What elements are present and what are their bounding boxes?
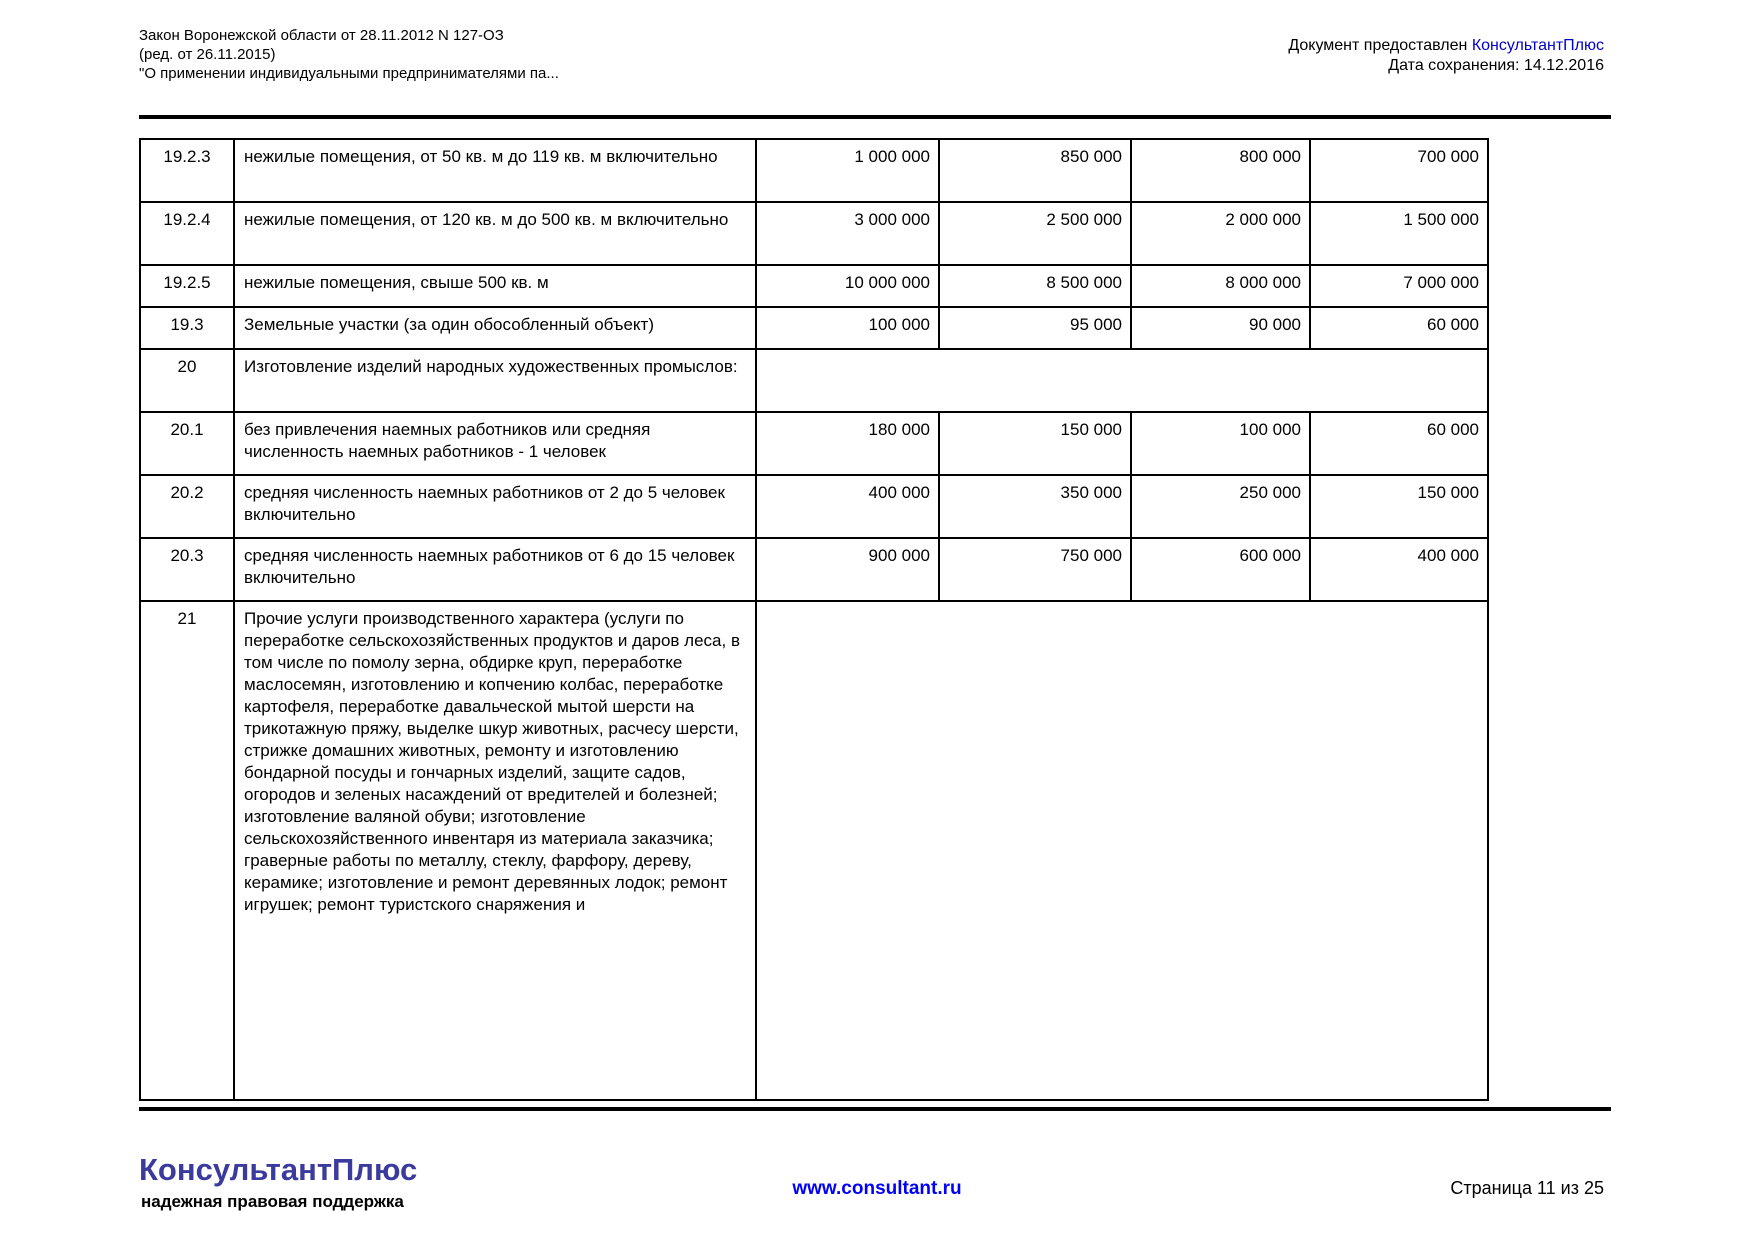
row-value-cell: 800 000 (1131, 139, 1310, 202)
row-value-cell: 100 000 (1131, 412, 1310, 475)
logo-tagline: надежная правовая поддержка (141, 1192, 404, 1211)
row-value-cell: 180 000 (756, 412, 939, 475)
row-value-cell: 7 000 000 (1310, 265, 1488, 307)
row-value-cell: 95 000 (939, 307, 1131, 349)
row-description-cell: нежилые помещения, от 120 кв. м до 500 кв. м включительно (234, 202, 756, 265)
row-number-cell: 20.3 (140, 538, 234, 601)
top-divider (139, 115, 1611, 119)
row-value-cell: 100 000 (756, 307, 939, 349)
save-date: Дата сохранения: 14.12.2016 (1388, 57, 1604, 74)
row-value-cell: 600 000 (1131, 538, 1310, 601)
consultantplus-logo: КонсультантПлюс (139, 1152, 418, 1187)
row-value-cell: 10 000 000 (756, 265, 939, 307)
row-value-cell: 2 500 000 (939, 202, 1131, 265)
row-description-cell: без привлечения наемных работников или средняя численность наемных работников - 1 человек (234, 412, 756, 475)
table-row (140, 538, 1488, 601)
row-value-cell: 1 500 000 (1310, 202, 1488, 265)
page-number: Страница 11 из 25 (1450, 1178, 1604, 1198)
row-description-cell: средняя численность наемных работников от 6 до 15 человек включительно (234, 538, 756, 601)
row-number-cell: 19.3 (140, 307, 234, 349)
row-value-cell: 2 000 000 (1131, 202, 1310, 265)
row-value-cell: 8 000 000 (1131, 265, 1310, 307)
row-description-cell: Земельные участки (за один обособленный объект) (234, 307, 756, 349)
row-description-cell: нежилые помещения, свыше 500 кв. м (234, 265, 756, 307)
table-row (140, 601, 1488, 1100)
row-value-cell: 700 000 (1310, 139, 1488, 202)
row-value-cell: 900 000 (756, 538, 939, 601)
table-row (140, 307, 1488, 349)
row-number-cell: 21 (140, 601, 234, 1100)
table-row (140, 349, 1488, 412)
consultantplus-link[interactable]: КонсультантПлюс (1471, 37, 1604, 54)
row-value-cell: 400 000 (1310, 538, 1488, 601)
row-value-cell: 350 000 (939, 475, 1131, 538)
row-value-cell: 850 000 (939, 139, 1131, 202)
document-title-line-2: (ред. от 26.11.2015) (139, 46, 276, 63)
row-value-cell: 250 000 (1131, 475, 1310, 538)
fee-table-body (140, 139, 1488, 1100)
row-value-cell: 90 000 (1131, 307, 1310, 349)
row-value-cell: 400 000 (756, 475, 939, 538)
row-value-cell: 150 000 (939, 412, 1131, 475)
row-number-cell: 19.2.3 (140, 139, 234, 202)
row-number-cell: 20.2 (140, 475, 234, 538)
row-number-cell: 20 (140, 349, 234, 412)
document-title (139, 26, 559, 83)
row-value-cell: 150 000 (1310, 475, 1488, 538)
bottom-divider (139, 1107, 1611, 1111)
table-row (140, 265, 1488, 307)
row-empty-merged-cell (756, 349, 1488, 412)
row-value-cell: 3 000 000 (756, 202, 939, 265)
row-value-cell: 60 000 (1310, 412, 1488, 475)
table-row (140, 412, 1488, 475)
row-number-cell: 19.2.5 (140, 265, 234, 307)
document-title-line-3: "О применении индивидуальными предпринимателями па... (139, 65, 559, 82)
table-row (140, 475, 1488, 538)
row-description-cell: средняя численность наемных работников от 2 до 5 человек включительно (234, 475, 756, 538)
row-number-cell: 19.2.4 (140, 202, 234, 265)
row-number-cell: 20.1 (140, 412, 234, 475)
row-value-cell: 1 000 000 (756, 139, 939, 202)
row-empty-merged-cell (756, 601, 1488, 1100)
row-description-cell: нежилые помещения, от 50 кв. м до 119 кв. м включительно (234, 139, 756, 202)
row-description-cell: Изготовление изделий народных художественных промыслов: (234, 349, 756, 412)
table-row (140, 139, 1488, 202)
consultant-site-link[interactable]: www.consultant.ru (792, 1178, 962, 1199)
row-value-cell: 8 500 000 (939, 265, 1131, 307)
row-value-cell: 750 000 (939, 538, 1131, 601)
row-value-cell: 60 000 (1310, 307, 1488, 349)
header-provided-block (1288, 36, 1604, 76)
table-row (140, 202, 1488, 265)
patent-values-table (139, 138, 1489, 1101)
provided-by-line (1288, 36, 1604, 56)
provided-by-label: Документ предоставлен (1288, 37, 1472, 54)
document-title-line-1: Закон Воронежской области от 28.11.2012 N 127-ОЗ (139, 27, 504, 44)
row-description-cell: Прочие услуги производственного характера (услуги по переработке сельскохозяйственных продуктов и даров леса, в том числе по помолу зерна, обдирке круп, переработке маслосемян, изготовлению и копчению колбас, переработке картофеля, переработке давальческой мытой шерсти на трикотажную пряжу, выделке шкур животных, расчесу шерсти, стрижке домашних животных, ремонту и изготовлению бондарной посуды и гончарных изделий, защите садов, огородов и зеленых насаждений от вредителей и болезней; изготовление валяной обуви; изготовление сельскохозяйственного инвентаря из материала заказчика; граверные работы по металлу, стеклу, фарфору, дереву, керамике; изготовление и ремонт деревянных лодок; ремонт игрушек; ремонт туристского снаряжения и (234, 601, 756, 1100)
